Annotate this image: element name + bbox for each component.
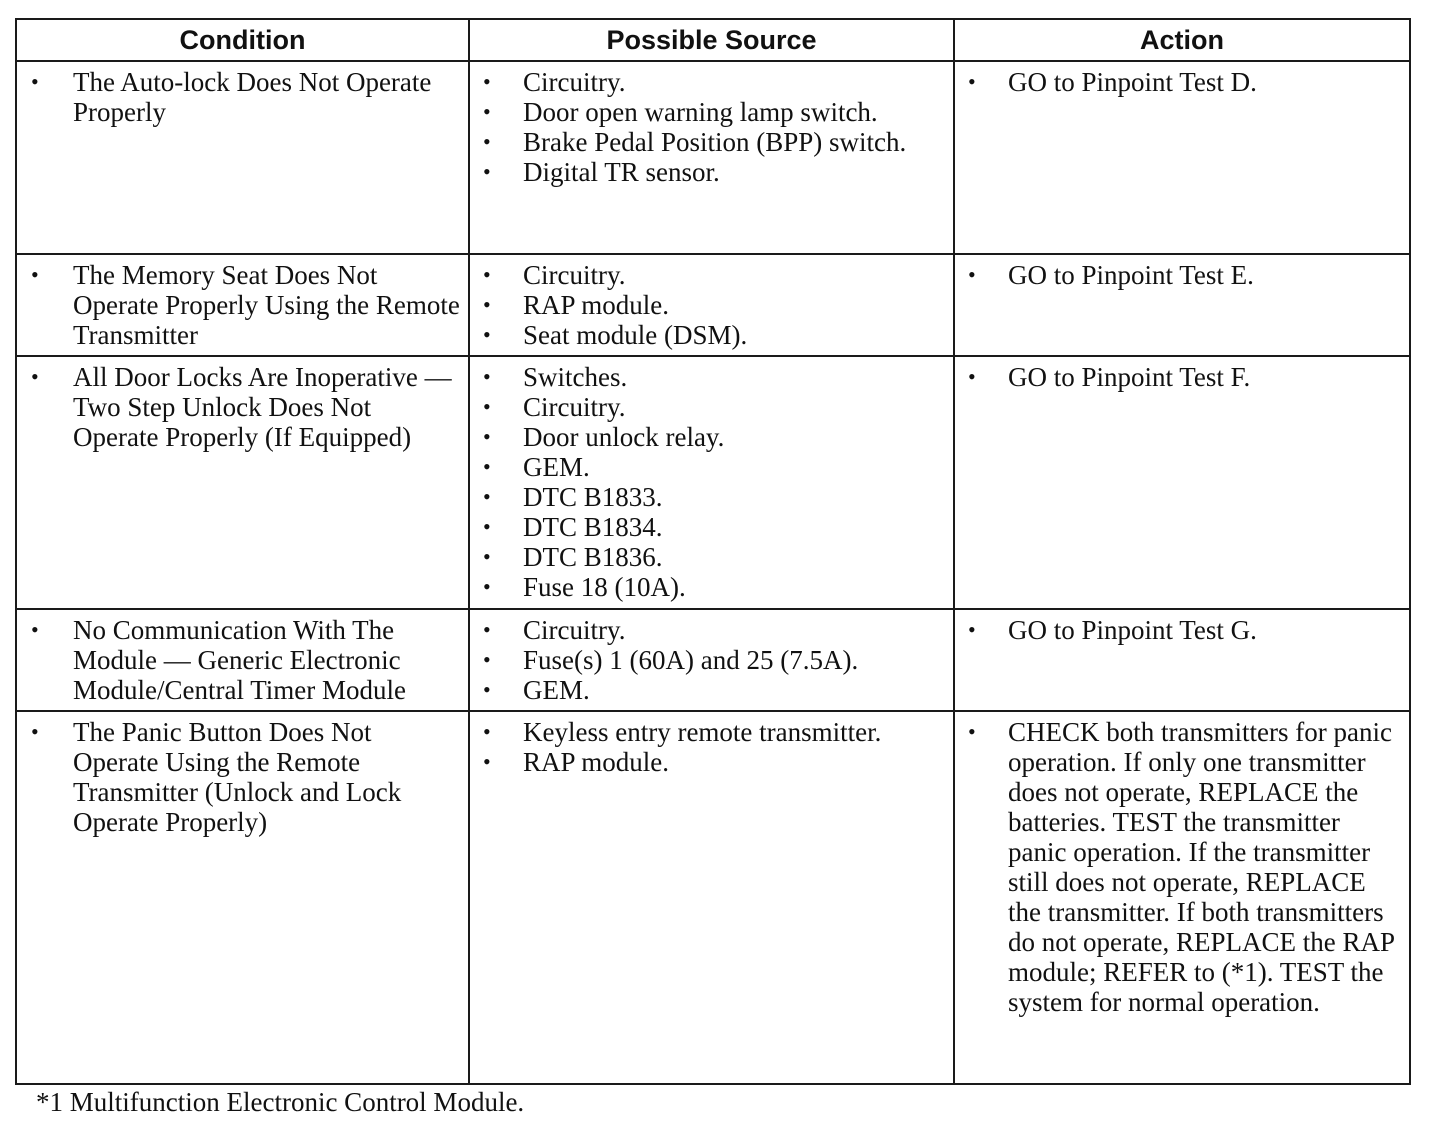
source-item: • Circuitry.: [470, 392, 953, 422]
action-item: • GO to Pinpoint Test D.: [955, 67, 1409, 97]
table-row: [16, 356, 1410, 609]
source-item: • Fuse 18 (10A).: [470, 572, 953, 602]
action-cell: [954, 61, 1410, 254]
condition-item: • The Panic Button Does Not Operate Using the Remote Transmitter (Unlock and Lock Operate Properly): [17, 717, 468, 837]
table-row: [16, 609, 1410, 711]
action-cell: [954, 356, 1410, 609]
condition-item: • All Door Locks Are Inoperative — Two Step Unlock Does Not Operate Properly (If Equipped): [17, 362, 468, 452]
action-item: • GO to Pinpoint Test G.: [955, 615, 1409, 645]
condition-cell: [16, 711, 469, 1084]
source-cell: [469, 61, 954, 254]
source-item: • Brake Pedal Position (BPP) switch.: [470, 127, 953, 157]
table-row: [16, 61, 1410, 254]
diagnosis-table: [15, 18, 1411, 1085]
source-item: • Circuitry.: [470, 615, 953, 645]
source-item: • Circuitry.: [470, 260, 953, 290]
action-item: • GO to Pinpoint Test E.: [955, 260, 1409, 290]
source-item: • DTC B1834.: [470, 512, 953, 542]
source-item: • Seat module (DSM).: [470, 320, 953, 350]
condition-item: • No Communication With The Module — Generic Electronic Module/Central Timer Module: [17, 615, 468, 705]
header-condition: Condition: [16, 19, 469, 61]
footnote: *1 Multifunction Electronic Control Module.: [36, 1087, 525, 1117]
condition-cell: [16, 254, 469, 356]
table-row: [16, 711, 1410, 1084]
source-item: • GEM.: [470, 452, 953, 482]
condition-item: • The Memory Seat Does Not Operate Properly Using the Remote Transmitter: [17, 260, 468, 350]
source-item: • Fuse(s) 1 (60A) and 25 (7.5A).: [470, 645, 953, 675]
source-item: • DTC B1836.: [470, 542, 953, 572]
source-item: • Circuitry.: [470, 67, 953, 97]
action-item: • GO to Pinpoint Test F.: [955, 362, 1409, 392]
action-cell: [954, 609, 1410, 711]
source-item: • GEM.: [470, 675, 953, 705]
source-cell: [469, 609, 954, 711]
header-action: Action: [954, 19, 1410, 61]
source-cell: [469, 711, 954, 1084]
source-item: • Switches.: [470, 362, 953, 392]
action-cell: [954, 711, 1410, 1084]
table-row: [16, 254, 1410, 356]
source-cell: [469, 254, 954, 356]
action-item: • CHECK both transmitters for panic operation. If only one transmitter does not operate, REPLACE the batteries. TEST the transmitter panic operation. If the transmitter still does not operate, REPLACE the transmitter. If both transmitters do not operate, REPLACE the RAP module; REFER to (*1). TEST the system for normal operation.: [955, 717, 1409, 1017]
source-item: • Keyless entry remote transmitter.: [470, 717, 953, 747]
source-item: • Digital TR sensor.: [470, 157, 953, 187]
source-item: • RAP module.: [470, 290, 953, 320]
action-cell: [954, 254, 1410, 356]
condition-cell: [16, 61, 469, 254]
condition-cell: [16, 609, 469, 711]
source-item: • Door open warning lamp switch.: [470, 97, 953, 127]
condition-cell: [16, 356, 469, 609]
condition-item: • The Auto-lock Does Not Operate Properly: [17, 67, 468, 127]
header-possible-source: Possible Source: [469, 19, 954, 61]
source-cell: [469, 356, 954, 609]
source-item: • DTC B1833.: [470, 482, 953, 512]
source-item: • Door unlock relay.: [470, 422, 953, 452]
header-row: [16, 19, 1410, 61]
source-item: • RAP module.: [470, 747, 953, 777]
